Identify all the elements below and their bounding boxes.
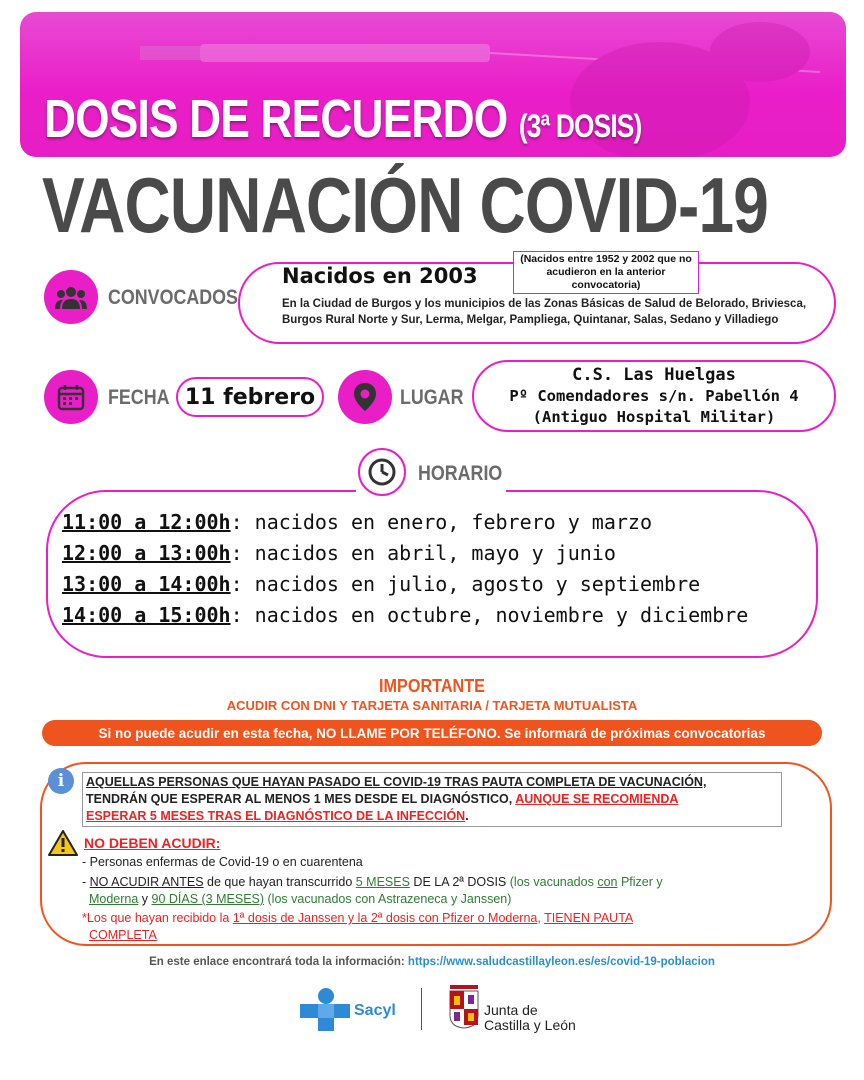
slot-time: 11:00 a 12:00h xyxy=(62,510,231,534)
lugar-box xyxy=(472,360,836,432)
logo-divider xyxy=(421,988,422,1030)
slot-time: 13:00 a 14:00h xyxy=(62,572,231,596)
location-pin-icon xyxy=(338,370,392,424)
importante-title: IMPORTANTE xyxy=(379,676,485,696)
slot-text: : nacidos en abril, mayo y junio xyxy=(230,541,616,565)
title-vacunacion: VACUNACIÓN COVID-19 xyxy=(42,161,768,249)
info-link-line xyxy=(0,956,864,968)
bullet-text: Pfizer y xyxy=(617,875,663,889)
jcyl-text xyxy=(484,1003,576,1033)
bullet-no-acudir: NO ACUDIR ANTES xyxy=(89,875,204,889)
convocados-label: CONVOCADOS xyxy=(108,286,238,309)
no-deben-bullet-2 xyxy=(82,874,782,908)
lugar-line3: (Antiguo Hospital Militar) xyxy=(532,408,776,426)
horario-slot-1 xyxy=(62,510,652,534)
title-sub: (3ª DOSIS) xyxy=(518,108,642,144)
no-deben-bullet-3 xyxy=(82,910,772,944)
bullet-text: , xyxy=(537,911,545,925)
warning-text: Si no puede acudir en esta fecha, NO LLAME POR TELÉFONO. Se informará de próximas convocatorias xyxy=(98,725,766,741)
bullet-text: - Personas enfermas de Covid-19 o en cuarentena xyxy=(82,855,363,869)
bullet-5-meses: 5 MESES xyxy=(355,875,410,889)
lugar-line2: Pº Comendadores s/n. Pabellón 4 xyxy=(509,387,799,405)
info-icon: i xyxy=(48,768,74,794)
nacidos-detail: En la Ciudad de Burgos y los municipios de las Zonas Básicas de Salud de Belorado, Briviesca, Burgos Rural Norte y Sur, Lerma, Melgar, Pampliega, Quintanar, Salas, Sedano y Villadiego xyxy=(282,298,807,326)
bullet-text: con xyxy=(597,875,618,889)
bullet-text: (los vacunados xyxy=(509,875,598,889)
calendar-icon xyxy=(44,370,98,424)
no-deben-title: NO DEBEN ACUDIR: xyxy=(84,835,221,851)
bullet-text: Moderna xyxy=(88,892,139,906)
slot-text: : nacidos en octubre, noviembre y diciembre xyxy=(230,603,749,627)
bullet-dash: - xyxy=(82,875,90,889)
slot-time: 14:00 a 15:00h xyxy=(62,603,231,627)
bullet-text: (los vacunados con Astrazeneca y Janssen) xyxy=(264,892,512,906)
group-icon xyxy=(44,270,98,324)
lugar-label: LUGAR xyxy=(400,386,464,409)
horario-slot-4 xyxy=(62,603,748,627)
bullet-text: TIENEN PAUTA xyxy=(544,911,634,925)
bullet-text: de que hayan transcurrido xyxy=(203,875,356,889)
info-line3: ESPERAR 5 MESES TRAS EL DIAGNÓSTICO DE LA INFECCIÓN xyxy=(86,809,466,823)
lugar-line1: C.S. Las Huelgas xyxy=(572,365,736,385)
slot-text: : nacidos en julio, agosto y septiembre xyxy=(230,572,701,596)
link-label: En este enlace encontrará toda la información: xyxy=(149,956,408,968)
importante-sub: ACUDIR CON DNI Y TARJETA SANITARIA / TARJETA MUTUALISTA xyxy=(226,698,638,713)
jcyl-line2: Castilla y León xyxy=(484,1017,576,1033)
slot-time: 12:00 a 13:00h xyxy=(62,541,231,565)
bullet-90-dias: 90 DÍAS (3 MESES) xyxy=(151,892,265,906)
info-link[interactable]: https://www.saludcastillayleon.es/es/covid-19-poblacion xyxy=(407,956,715,968)
title-dosis-recuerdo xyxy=(44,88,641,150)
warning-bar xyxy=(42,720,822,746)
info-line2b: AUNQUE SE RECOMIENDA xyxy=(515,792,679,806)
warning-icon xyxy=(48,830,78,861)
info-line3-end: . xyxy=(465,809,469,823)
bullet-text: y xyxy=(138,892,152,906)
bullet-text: *Los que hayan recibido la xyxy=(82,911,233,925)
bullet-text: DE LA 2ª DOSIS xyxy=(409,875,510,889)
nacidos-title: Nacidos en 2003 xyxy=(282,264,478,288)
fecha-label: FECHA xyxy=(108,386,170,409)
info-line1: AQUELLAS PERSONAS QUE HAYAN PASADO EL COVID-19 TRAS PAUTA COMPLETA DE VACUNACIÓN, xyxy=(86,775,707,789)
slot-text: : nacidos en enero, febrero y marzo xyxy=(230,510,653,534)
horario-slot-2 xyxy=(62,541,616,565)
sacyl-text: Sacyl xyxy=(354,1002,396,1019)
no-deben-bullet-1 xyxy=(82,854,802,871)
horario-label: HORARIO xyxy=(418,462,503,485)
nacidos-note: (Nacidos entre 1952 y 2002 que no acudieron en la anterior convocatoria) xyxy=(513,251,699,294)
sacyl-logo xyxy=(300,986,352,1037)
bullet-text: COMPLETA xyxy=(88,928,157,942)
jcyl-line1: Junta de xyxy=(484,1002,538,1018)
info-text xyxy=(82,772,782,827)
jcyl-shield-icon xyxy=(448,985,480,1034)
clock-icon xyxy=(358,448,406,496)
fecha-value: 11 febrero xyxy=(176,377,324,417)
info-line2a: TENDRÁN QUE ESPERAR AL MENOS 1 MES DESDE EL DIAGNÓSTICO, xyxy=(86,792,516,806)
bullet-text: 1ª dosis de Janssen y la 2ª dosis con Pfizer o Moderna xyxy=(232,911,538,925)
horario-slot-3 xyxy=(62,572,700,596)
title-main: DOSIS DE RECUERDO xyxy=(44,89,508,149)
